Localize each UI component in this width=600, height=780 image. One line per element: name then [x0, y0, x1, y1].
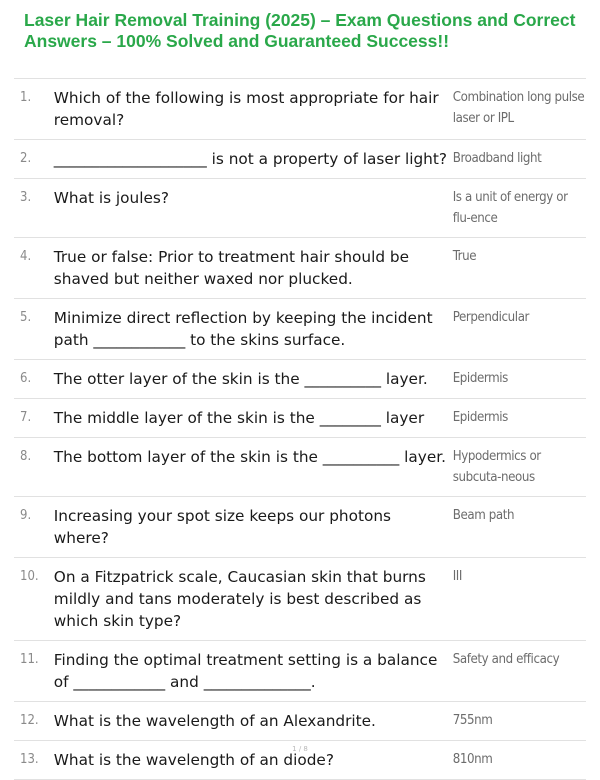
- qa-row: [14, 299, 586, 360]
- qa-row: [14, 558, 586, 641]
- question-number: 3.: [14, 179, 54, 238]
- question-number: 12.: [14, 702, 54, 741]
- qa-row: [14, 238, 586, 299]
- question-text: What is the wavelength of an diode?: [54, 741, 453, 780]
- question-text: Increasing your spot size keeps our photons where?: [54, 497, 453, 558]
- qa-table-body: [14, 79, 586, 780]
- question-number: 8.: [14, 438, 54, 497]
- question-number: 7.: [14, 399, 54, 438]
- answer-text: III: [453, 558, 586, 641]
- question-text: Finding the optimal treatment setting is a balance of ____________ and ______________.: [54, 641, 453, 702]
- qa-table: [14, 78, 586, 780]
- answer-text: Perpendicular: [453, 299, 586, 360]
- qa-row: [14, 641, 586, 702]
- answer-text: 755nm: [453, 702, 586, 741]
- qa-row: [14, 140, 586, 179]
- question-text: Minimize direct reflection by keeping the incident path ____________ to the skins surface.: [54, 299, 453, 360]
- question-number: 13.: [14, 741, 54, 780]
- answer-text: Broadband light: [453, 140, 586, 179]
- question-text: The otter layer of the skin is the __________ layer.: [54, 360, 453, 399]
- question-text: What is joules?: [54, 179, 453, 238]
- answer-text: Beam path: [453, 497, 586, 558]
- page-indicator: 1 / 8: [292, 745, 308, 753]
- answer-text: 810nm: [453, 741, 586, 780]
- question-text: ____________________ is not a property of laser light?: [54, 140, 453, 179]
- document-title: Laser Hair Removal Training (2025) – Exam Questions and Correct Answers – 100% Solved and Guaranteed Success!!: [24, 10, 576, 51]
- question-number: 4.: [14, 238, 54, 299]
- qa-row: [14, 179, 586, 238]
- question-number: 5.: [14, 299, 54, 360]
- answer-text: True: [453, 238, 586, 299]
- answer-text: Epidermis: [453, 360, 586, 399]
- question-text: The middle layer of the skin is the ________ layer: [54, 399, 453, 438]
- qa-row: [14, 702, 586, 741]
- answer-text: Is a unit of energy or flu-ence: [453, 179, 586, 238]
- question-text: On a Fitzpatrick scale, Caucasian skin that burns mildly and tans moderately is best described as which skin type?: [54, 558, 453, 641]
- question-text: True or false: Prior to treatment hair should be shaved but neither waxed nor plucked.: [54, 238, 453, 299]
- qa-row: [14, 399, 586, 438]
- qa-row: [14, 497, 586, 558]
- answer-text: Combination long pulse laser or IPL: [453, 79, 586, 140]
- question-number: 1.: [14, 79, 54, 140]
- question-text: The bottom layer of the skin is the __________ layer.: [54, 438, 453, 497]
- question-number: 11.: [14, 641, 54, 702]
- question-text: What is the wavelength of an Alexandrite.: [54, 702, 453, 741]
- qa-row: [14, 360, 586, 399]
- question-number: 9.: [14, 497, 54, 558]
- qa-row: [14, 79, 586, 140]
- question-number: 2.: [14, 140, 54, 179]
- answer-text: Safety and efficacy: [453, 641, 586, 702]
- question-text: Which of the following is most appropriate for hair removal?: [54, 79, 453, 140]
- answer-text: Hypodermics or subcuta-neous: [453, 438, 586, 497]
- question-number: 10.: [14, 558, 54, 641]
- answer-text: Epidermis: [453, 399, 586, 438]
- question-number: 6.: [14, 360, 54, 399]
- qa-row: [14, 438, 586, 497]
